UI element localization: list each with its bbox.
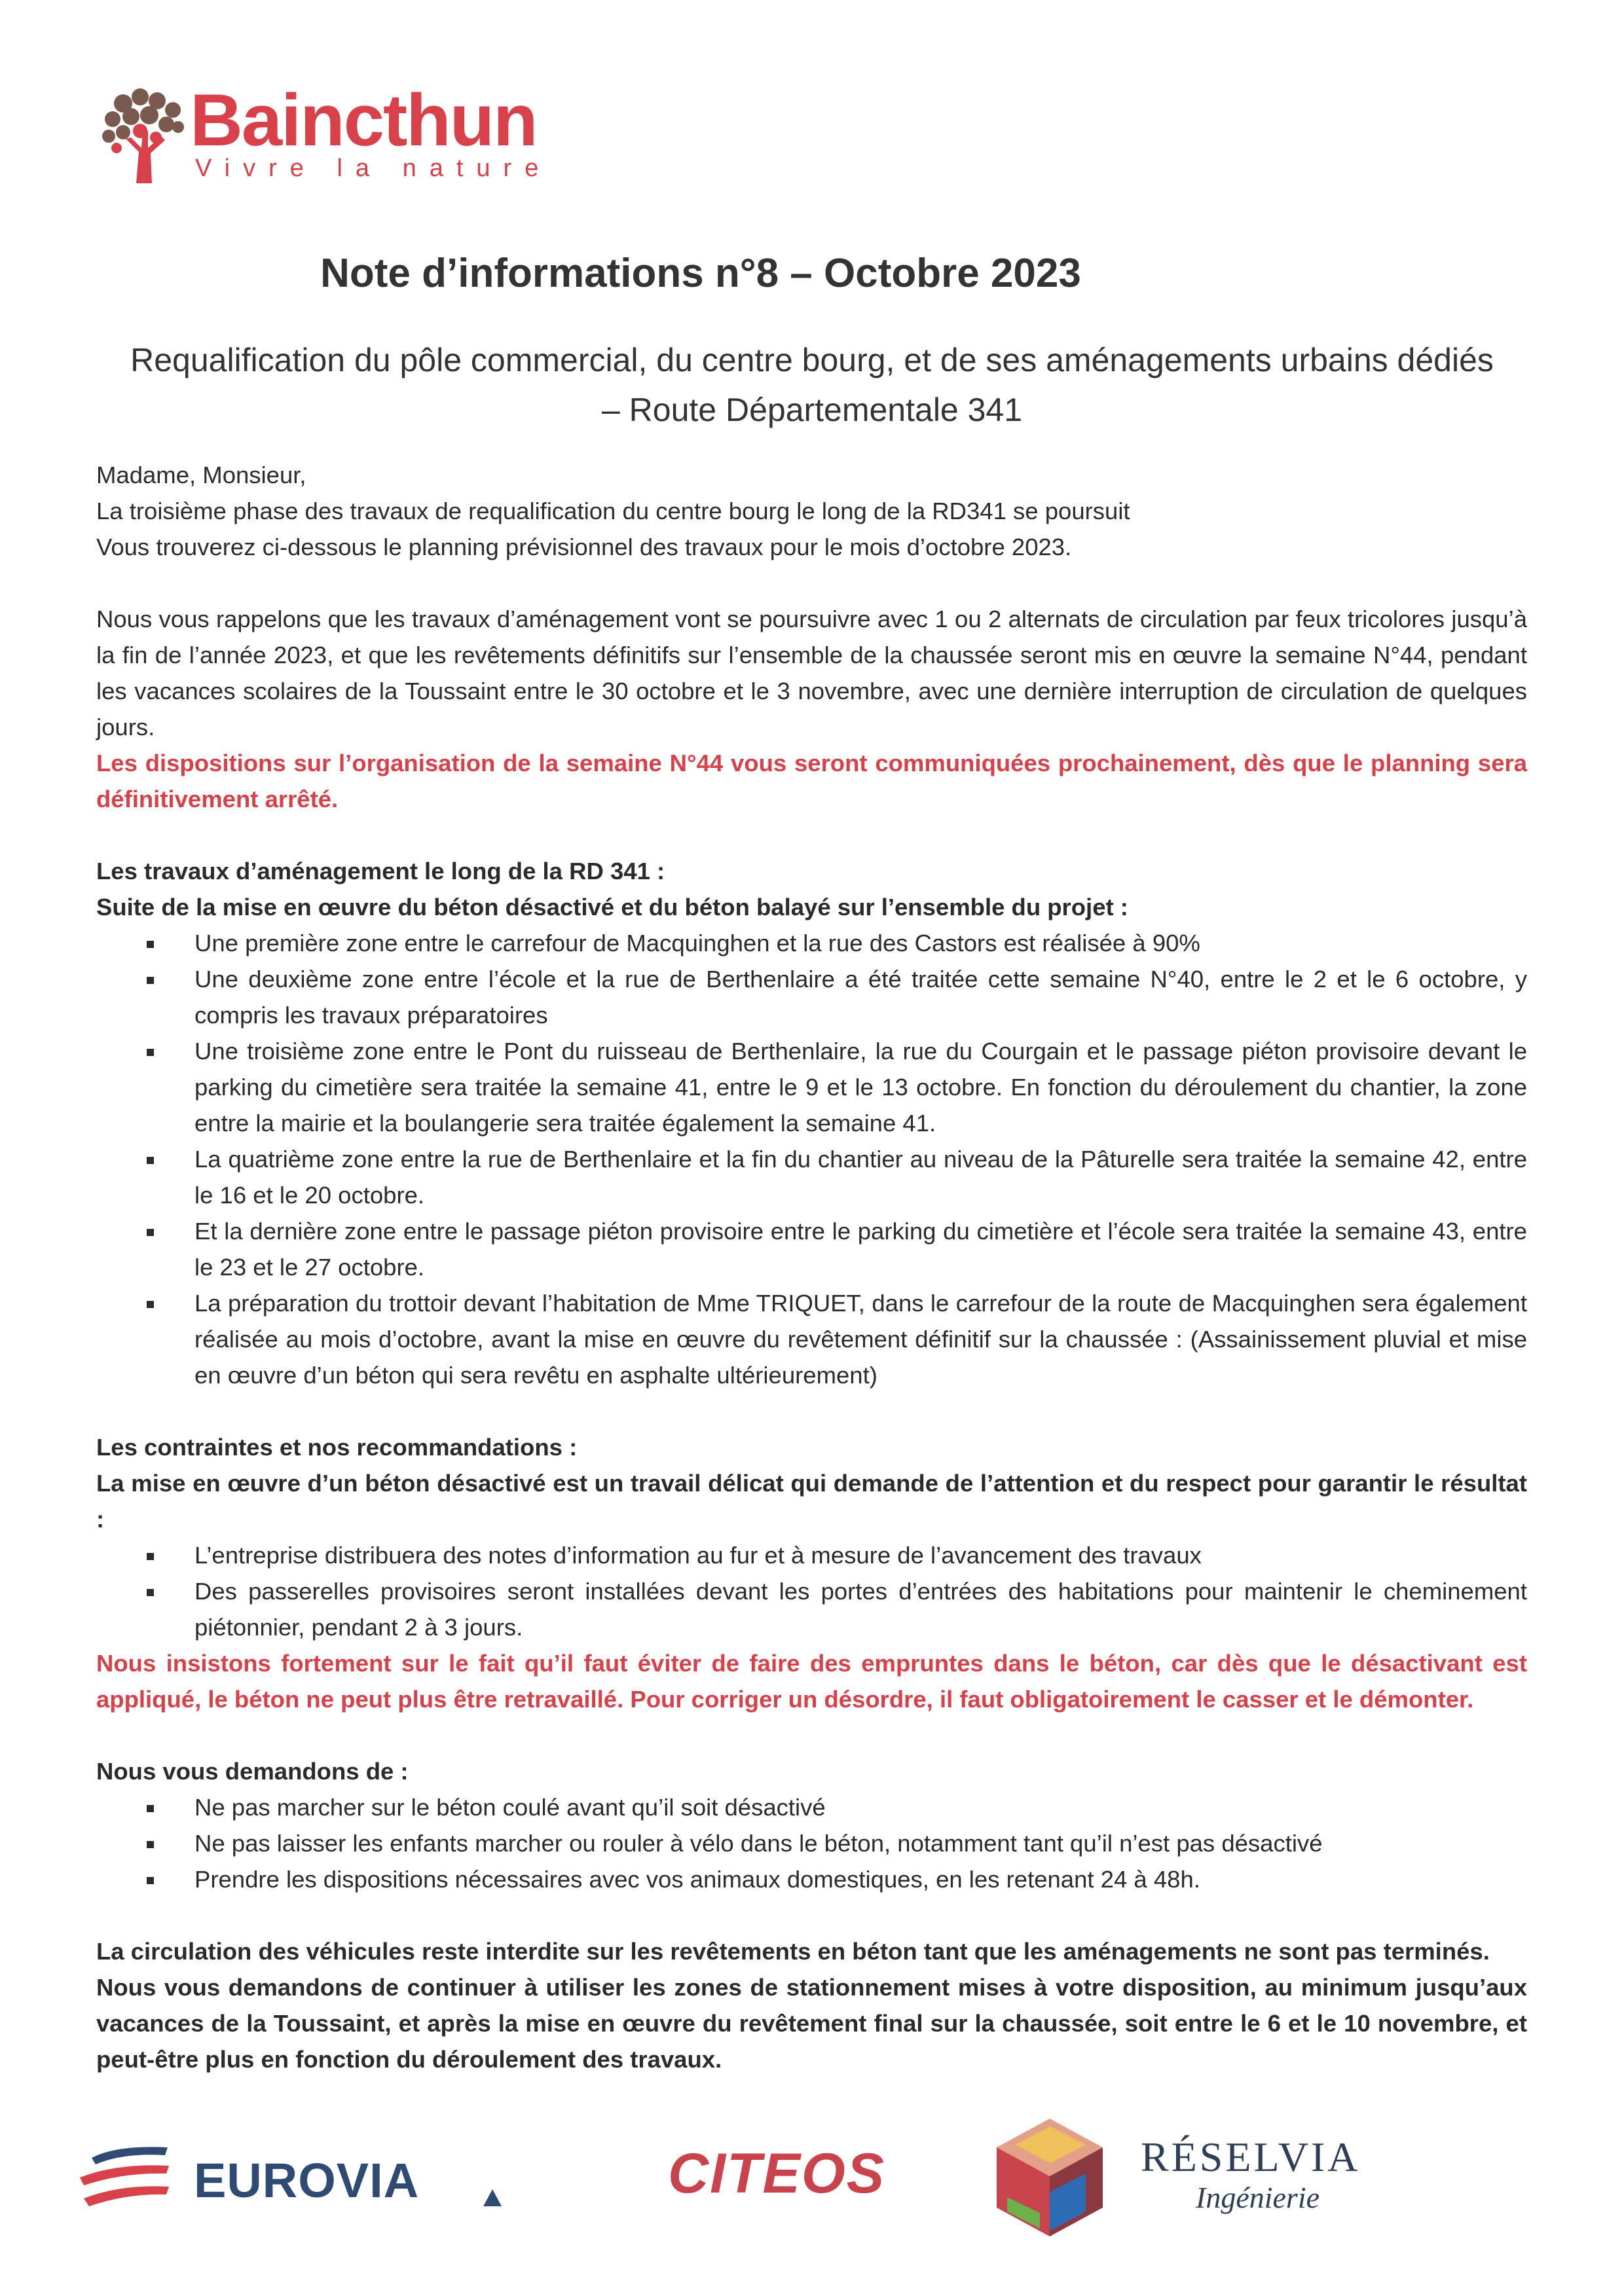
requests-heading: Nous vous demandons de :	[96, 1758, 409, 1785]
document-subtitle: Requalification du pôle commercial, du centre bourg, et de ses aménagements urbains dédiés – Route Départementale 341	[130, 342, 1494, 428]
reselvia-wordmark: RÉSELVIA	[1141, 2134, 1361, 2180]
list-item: La préparation du trottoir devant l’habitation de Mme TRIQUET, dans le carrefour de la route de Macquinghen sera également réalisée au mois d’octobre, avant la mise en œuvre du revêtement définitif sur la chaussée : (Assainissement pluvial et mise en œuvre d’un béton qui sera revêtu en asphalte ultérieurement)	[194, 1285, 1527, 1393]
works-heading: Les travaux d’aménagement le long de la RD 341 :	[96, 858, 665, 884]
constraints-heading: Les contraintes et nos recommandations :	[96, 1434, 578, 1461]
greeting: Madame, Monsieur,	[96, 462, 306, 488]
intro-line-2: Vous trouverez ci-dessous le planning prévisionnel des travaux pour le mois d’octobre 2023.	[96, 534, 1072, 560]
document-title: Note d’informations n°8 – Octobre 2023	[320, 251, 1081, 296]
list-item: Une deuxième zone entre l’école et la rue de Berthenlaire a été traitée cette semaine N°40, entre le 2 et le 6 octobre, y compris les travaux préparatoires	[194, 961, 1527, 1033]
list-item: Une troisième zone entre le Pont du ruisseau de Berthenlaire, la rue du Courgain et le passage piéton provisoire devant le parking du cimetière sera traitée la semaine 41, entre le 9 et le 13 octobre. En fonction du déroulement du chantier, la zone entre la mairie et la boulangerie sera traitée également la semaine 41.	[194, 1033, 1527, 1141]
works-list	[96, 925, 1527, 1393]
closing-line-1: La circulation des véhicules reste interdite sur les revêtements en béton tant que les aménagements ne sont pas terminés.	[96, 1938, 1490, 1965]
list-item: L’entreprise distribuera des notes d’information au fur et à mesure de l’avancement des travaux	[194, 1537, 1527, 1573]
works-subheading: Suite de la mise en œuvre du béton désactivé et du béton balayé sur l’ensemble du projet :	[96, 894, 1128, 920]
letter-body	[96, 457, 1527, 2077]
reminder-alert: Les dispositions sur l’organisation de la semaine N°44 vous seront communiquées prochainement, dès que le planning sera définitivement arrêté.	[96, 750, 1527, 812]
constraints-subheading: La mise en œuvre d’un béton désactivé est un travail délicat qui demande de l’attention et du respect pour garantir le résultat :	[96, 1470, 1527, 1533]
list-item: Et la dernière zone entre le passage piéton provisoire entre le parking du cimetière et l’école sera traitée la semaine 43, entre le 23 et le 27 octobre.	[194, 1213, 1527, 1285]
logo-tagline: Vivre la nature	[195, 155, 552, 182]
list-item: Ne pas marcher sur le béton coulé avant qu’il soit désactivé	[194, 1789, 1527, 1825]
list-item: Prendre les dispositions nécessaires avec vos animaux domestiques, en les retenant 24 à 48h.	[194, 1861, 1527, 1897]
constraints-alert: Nous insistons fortement sur le fait qu’il faut éviter de faire des empruntes dans le béton, car dès que le désactivant est appliqué, le béton ne peut plus être retravaillé. Pour corriger un désordre, il faut obligatoirement le casser et le démonter.	[96, 1650, 1527, 1713]
requests-list	[96, 1789, 1527, 1897]
eurovia-wordmark: EUROVIA	[194, 2153, 420, 2208]
list-item: Une première zone entre le carrefour de Macquinghen et la rue des Castors est réalisée à 90%	[194, 925, 1527, 961]
reminder-paragraph: Nous vous rappelons que les travaux d’aménagement vont se poursuivre avec 1 ou 2 alternats de circulation par feux tricolores jusqu’à la fin de l’année 2023, et que les revêtements définitifs sur l’ensemble de la chaussée seront mis en œuvre la semaine N°44, pendant les vacances scolaires de la Toussaint entre le 30 octobre et le 3 novembre, avec une dernière interruption de circulation de quelques jours.	[96, 606, 1527, 740]
citeos-logo	[668, 2144, 943, 2203]
eurovia-logo	[77, 2136, 516, 2221]
citeos-wordmark: CITEOS	[668, 2142, 886, 2205]
list-item: Ne pas laisser les enfants marcher ou rouler à vélo dans le béton, notamment tant qu’il n’est pas désactivé	[194, 1825, 1527, 1861]
list-item: La quatrième zone entre la rue de Berthenlaire et la fin du chantier au niveau de la Pâturelle sera traitée la semaine 42, entre le 16 et le 20 octobre.	[194, 1141, 1527, 1213]
closing-line-2: Nous vous demandons de continuer à utiliser les zones de stationnement mises à votre disposition, au minimum jusqu’aux vacances de la Toussaint, et après la mise en œuvre du revêtement final sur la chaussée, soit entre le 6 et le 10 novembre, et peut-être plus en fonction du déroulement des travaux.	[96, 1974, 1527, 2073]
intro-line-1: La troisième phase des travaux de requalification du centre bourg le long de la RD341 se poursuit	[96, 498, 1130, 524]
logo-name: Baincthun	[190, 79, 537, 161]
reselvia-subtitle: Ingénierie	[1196, 2181, 1320, 2214]
reselvia-cube-icon	[987, 2113, 1112, 2242]
list-item: Des passerelles provisoires seront installées devant les portes d’entrées des habitations pour maintenir le cheminement piétonnier, pendant 2 à 3 jours.	[194, 1573, 1527, 1645]
tree-logo-icon	[97, 85, 195, 183]
constraints-list	[96, 1537, 1527, 1645]
baincthun-logo	[92, 79, 563, 190]
